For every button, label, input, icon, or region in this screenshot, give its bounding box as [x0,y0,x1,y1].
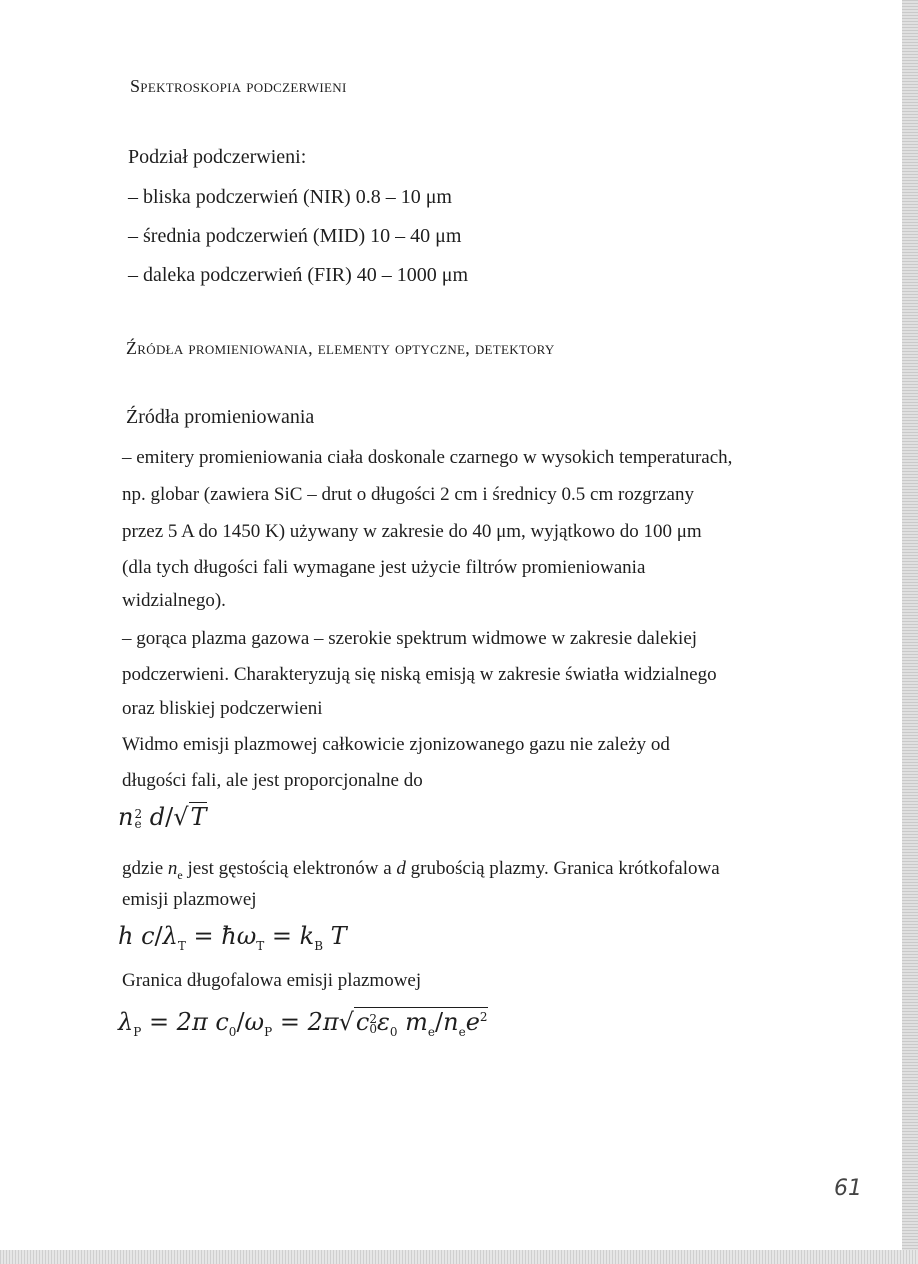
d-symbol: d [396,858,406,879]
sources-line-5: widzialnego). [122,590,226,611]
emisji-line: emisji plazmowej [122,889,257,910]
sources-line-7: podczerwieni. Charakteryzują się niską emisją w zakresie światła widzialnego [122,664,717,685]
division-item-nir: – bliska podczerwień (NIR) 0.8 – 10 μm [128,186,452,208]
heading-zrodla: Źródła promieniowania, elementy optyczne, detektory [126,338,555,358]
ne-symbol: n [167,858,178,879]
division-item-mid: – średnia podczerwień (MID) 10 – 40 μm [128,225,462,247]
sources-line-8: oraz bliskiej podczerwieni [122,698,323,719]
page-number: 61 [834,1176,862,1201]
sources-line-9: Widmo emisji plazmowej całkowicie zjonizowanego gazu nie zależy od [122,734,670,755]
sources-line-1: – emitery promieniowania ciała doskonale czarnego w wysokich temperaturach, [122,447,733,468]
scan-edge-right [902,0,918,1264]
formula-long-wave-limit: $\lambda_P = 2\pi$ $c_0/\omega_P = 2\pi√c$ 2 0 $\varepsilon_0$ $m_e/n_ee^2$ [118,1008,488,1039]
gdzie-mid: jest gęstością elektronów a [182,858,397,879]
division-title: Podział podczerwieni: [128,146,307,168]
granica-line: Granica długofalowa emisji plazmowej [122,970,422,991]
division-item-fir: – daleka podczerwień (FIR) 40 – 1000 μm [128,264,469,286]
gdzie-line [122,858,720,883]
heading-spektroskopia: Spektroskopia podczerwieni [130,76,347,96]
gdzie-post: grubością plazmy. Granica krótkofalowa [405,858,720,879]
sources-line-3: przez 5 A do 1450 K) używany w zakresie do 40 μm, wyjątkowo do 100 μm [122,521,702,542]
scan-edge-bottom [0,1250,918,1264]
sources-line-10: długości fali, ale jest proporcjonalne do [122,770,423,791]
ne-subscript: e [177,867,183,882]
formula-plasma-spectrum: n 2 e d/√T [118,803,207,831]
formula-short-wave-limit: h $c/\lambda_T$ = $ħ\omega_T = k_B$ T [118,922,347,953]
gdzie-pre: gdzie [122,858,168,879]
sources-line-4: (dla tych długości fali wymagane jest użycie filtrów promieniowania [122,557,646,578]
sources-line-6: – gorąca plazma gazowa – szerokie spektrum widmowe w zakresie dalekiej [122,628,698,649]
sources-line-2: np. globar (zawiera SiC – drut o długości 2 cm i średnicy 0.5 cm rozgrzany [122,484,694,505]
sources-title: Źródła promieniowania [126,406,315,428]
